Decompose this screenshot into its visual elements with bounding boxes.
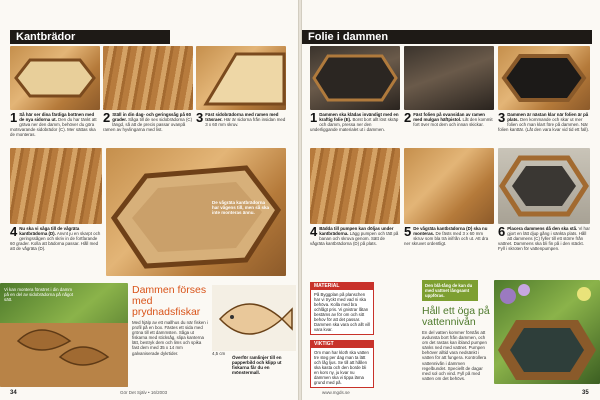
photo-callout: De vågräta kantbrädorna har vågens till, men så ska inte monteras ännu.: [212, 200, 270, 215]
photo-finished-pond: [494, 280, 600, 384]
hexagon-frame-illustration: [10, 46, 100, 110]
caption-folie-step-1: 1 Dammen ska klädas invändigt med en kraftig folie (E). Borst bort allt löst skräp och damm, pressa ner den underliggande materialet ut i dammen.: [310, 110, 399, 133]
hexagon-corner-illustration: [196, 46, 286, 110]
caption-step-4: 4 Nu ska vi såga till de vågräta kantbrädorna (D). Anvnt ju en skarpt och geringssågen och skriv in de fortfarande 60 grader. Kolla att bädorna passar. Håll med att de vågräta (D).: [10, 224, 101, 252]
photo-step-2: [103, 46, 193, 110]
left-page: [0, 0, 298, 400]
water-title-line1: Håll ett öga på: [422, 305, 490, 317]
section-title-folie: Folie i dammen: [302, 30, 592, 44]
fish-title-line1: Dammen förses med: [132, 284, 207, 307]
caption-step-1: 1 Så här ser dina färdiga bottnen med de nya sidorna ut. Den du har tänkt att gräva ner den damm, behöver du göra motsvarande sidobrädor (C). Mer sättas ska de monteras.: [10, 110, 97, 138]
hexagon-pond-gravel-illustration: [498, 148, 590, 224]
photo-folie-step-1: [310, 46, 400, 110]
right-page: [302, 0, 600, 400]
water-level-article: [422, 306, 490, 381]
caption-step-2: 2 Ställ in din dag- och geringssåg på 60 grader. Såga till de sex sidobrädorna (C) längd, så att de precis passar ovanpå ramen av hyvlingarna med list.: [103, 110, 193, 133]
hexagon-liner-illustration: [310, 46, 400, 110]
photo-folie-step-4: [310, 148, 400, 224]
green-note: Den blå-tång de kan du med vattnet långsamt uppföras.: [422, 280, 478, 301]
fish-article: [132, 285, 208, 356]
section-title-kantbrador: Kantbrädor: [10, 30, 170, 44]
photo-folie-step-3: [498, 46, 590, 110]
photo-folie-step-5: [404, 148, 494, 224]
viktigt-header: VIKTIGT: [311, 341, 373, 348]
footer-right: www.mgds.se: [322, 390, 350, 395]
water-title-line2: vattennivån: [422, 316, 476, 328]
footer-left: Gör Det Själv • 16/2003: [120, 390, 168, 395]
fish-template-drawing: [212, 285, 296, 351]
caption-folie-step-5: 5 De vågräta kantbrädorna (D) ska nu monteras. De fästs med 3 x 60 mm skruv som bla trä inifrån och ut. Att dra ner skruvet ordentligt.: [404, 224, 489, 247]
page-number-right: 35: [582, 390, 589, 396]
fish-callout: Överför ramlinjer till en papperbild och klipp ut fiskarna får du en mönstermall.: [232, 355, 282, 375]
photo-folie-step-6: [498, 148, 590, 224]
material-body: På Byggplan på planschen har vi tryckt med vad ni ska behöva. Kolla med bra ochlågt pris. Vi gnistrar låtan bestäms av för om och sitt behov för att det passar. Dammen ska vara och allt vill vara kvar.: [314, 292, 370, 332]
material-box: [310, 282, 374, 335]
material-header: MATERIAL: [311, 283, 373, 290]
fish-template-icon: [212, 285, 296, 351]
photo-step-1: [10, 46, 100, 110]
page-number-left: 34: [10, 390, 17, 396]
fish-title-line2: prydnadsfiskar: [132, 306, 201, 318]
viktigt-box: [310, 340, 374, 388]
fish-measure: 4,5 cm: [212, 351, 226, 356]
caption-folie-step-4: 4 Bädda till pumpen kan döljas under kantbrädorna. Lägg pumpen och tätt på banan och skruva genom. Sätt de vågräta kantbrädorna (D) på plats.: [310, 224, 399, 247]
photo-step-3: [196, 46, 286, 110]
caption-folie-step-2: 2 Fäst folien på ovansidan av ramen med mulgan häftpistol. Låt den kommit fort över mot dem och innan skickar.: [404, 110, 493, 128]
caption-step-3: 3 Fäst sidobrädorna med ramen med träsraer. Här är sidorna från insidan med 3 x 60 mm skruv.: [196, 110, 286, 128]
fish-section: [0, 283, 298, 387]
caption-folie-step-6: 6 Placera dammens då den ska stå. Vi har gjort en lätt djup gång i sänkta plats. Håll att dammens (C) fyller till ett större från vattnet. Dammens ska bli fin på i den stäckt. Fyll i skroten för vattenpumpen.: [498, 224, 590, 252]
photo-folie-step-2: [404, 46, 494, 110]
fish-body: Med hjälp av ett mallhus du när fisken i profil på en box. Fästes ett sida med gröna till ett dammsten. Såga ut fiskarna med sticksåg, slipa kanterna lätt, bestryk dem och lims och spika fast dem med 35 x 14 mm galvaniserade dykrtider.: [132, 320, 208, 356]
caption-folie-step-3: 3 Dammen är nästan klar när folien är på plats. Den kommande och skar ut mer folien och man klart före på dammen. När folien kanttär. (Låt den vara kvar vid tid ett fall).: [498, 110, 590, 133]
fish-photo-caption: Vi kan montera fönstret i din damm på en del av sidobrädorna på något sätt.: [4, 287, 74, 303]
photo-step-4: [10, 148, 102, 224]
water-body: En del vatten kommer förstås att avdunsta bort från dammen, och om det rastas kan ibland pumpen sänks ned med vattnet. Pumpen behöver alltid vara nedsänkt i vatten för att fungera. Kontrollera vattennivån i dammen regelbundet. Speciellt de dagar med sol och vind. Fyll på med vatten om det behövs.: [422, 330, 487, 381]
hexagon-black-liner-illustration: [498, 46, 590, 110]
finished-pond-with-flowers-illustration: [494, 280, 600, 384]
viktigt-body: Om man har kloth ska vatten tre steg per dag man ta lätt och låg ljus. Se till att hållen ska kasta och den borde bli en kors ny, ju kvar nu dammen ska vi tippa läma grund med på.: [314, 350, 369, 385]
